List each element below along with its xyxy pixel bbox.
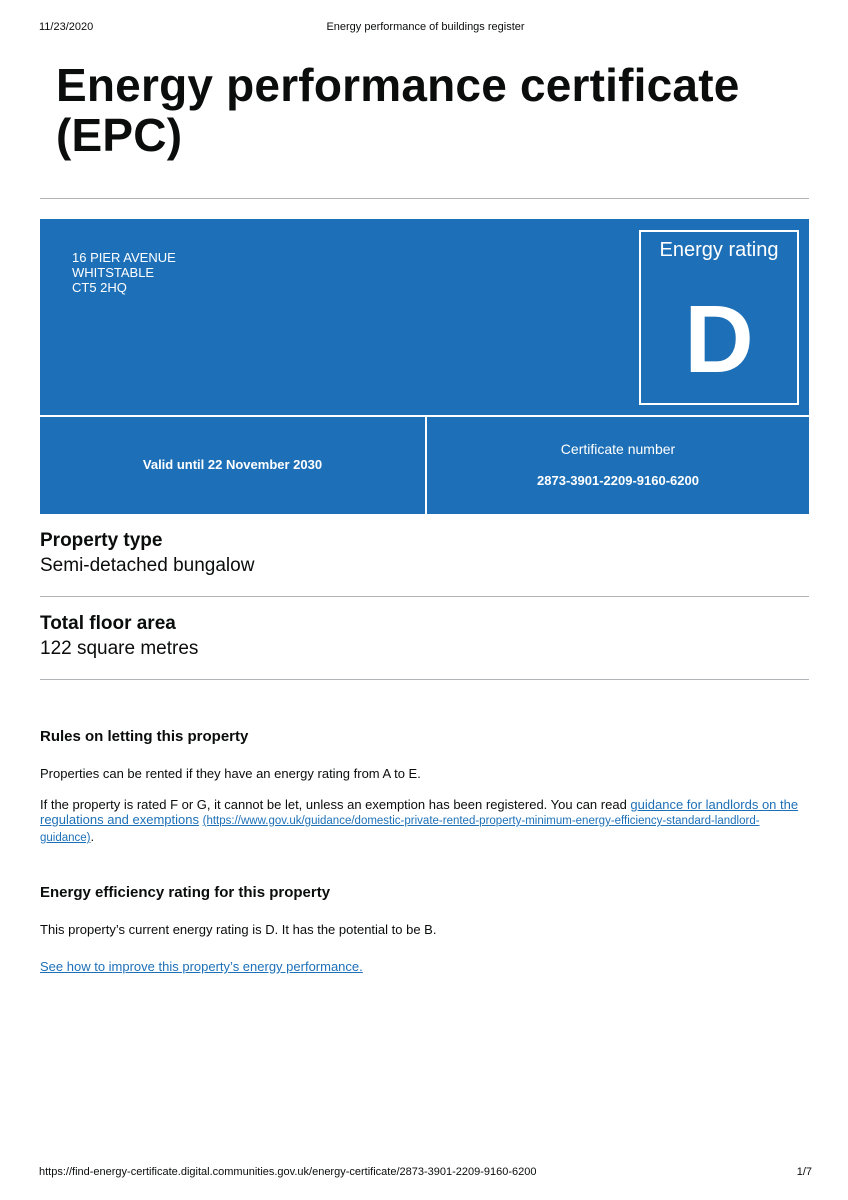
print-date: 11/23/2020 xyxy=(39,21,94,33)
panel-divider-vertical xyxy=(425,417,427,514)
letting-exemptions-text: If the property is rated F or G, it cannot be let, unless an exemption has been registered. You can read xyxy=(40,797,631,812)
property-type-label: Property type xyxy=(40,530,163,551)
energy-rating-letter: D xyxy=(684,286,754,393)
print-page-number: 1/7 xyxy=(796,1166,812,1178)
improve-performance-paragraph xyxy=(40,959,810,974)
summary-divider xyxy=(40,596,809,597)
letting-exemptions-paragraph xyxy=(40,797,810,846)
efficiency-rating-heading: Energy efficiency rating for this property xyxy=(40,884,331,901)
address-line-2: WHITSTABLE xyxy=(72,265,155,280)
letting-rules-heading: Rules on letting this property xyxy=(40,728,249,745)
print-document-title: Energy performance of buildings register xyxy=(326,21,525,33)
energy-rating-label: Energy rating xyxy=(659,239,779,261)
certificate-number-label: Certificate number xyxy=(560,441,676,457)
efficiency-rating-paragraph: This property’s current energy rating is D. It has the potential to be B. xyxy=(40,922,437,937)
property-type-item xyxy=(40,529,809,579)
floor-area-label: Total floor area xyxy=(40,613,176,634)
property-type-value: Semi-detached bungalow xyxy=(40,555,255,576)
energy-rating-box xyxy=(639,230,799,405)
epc-summary-panel xyxy=(40,219,809,514)
floor-area-value: 122 square metres xyxy=(40,638,199,659)
print-page-url: https://find-energy-certificate.digital.communities.gov.uk/energy-certificate/2873-3901-2209-9160-6200 xyxy=(39,1166,537,1178)
landlord-guidance-url[interactable]: (https://www.gov.uk/guidance/domestic-private-rented-property-minimum-energy-efficiency-standard-landlord-guidance) xyxy=(40,815,760,844)
address-line-1: 16 PIER AVENUE xyxy=(72,250,176,265)
letting-rules-paragraph: Properties can be rented if they have an energy rating from A to E. xyxy=(40,766,421,781)
address-line-3: CT5 2HQ xyxy=(72,280,127,295)
summary-divider xyxy=(40,679,809,680)
title-divider xyxy=(40,198,809,199)
floor-area-item xyxy=(40,612,809,662)
property-address xyxy=(72,250,176,295)
letting-exemptions-end: . xyxy=(90,829,95,844)
improve-performance-link[interactable]: See how to improve this property’s energy performance. xyxy=(40,959,363,974)
page-title: Energy performance certificate (EPC) xyxy=(56,59,740,161)
print-header xyxy=(39,21,812,35)
valid-until: Valid until 22 November 2030 xyxy=(142,457,323,472)
certificate-number: 2873-3901-2209-9160-6200 xyxy=(537,473,699,488)
print-footer xyxy=(39,1166,812,1180)
landlord-guidance-link[interactable]: guidance for landlords on the regulations and exemptions xyxy=(40,797,799,827)
